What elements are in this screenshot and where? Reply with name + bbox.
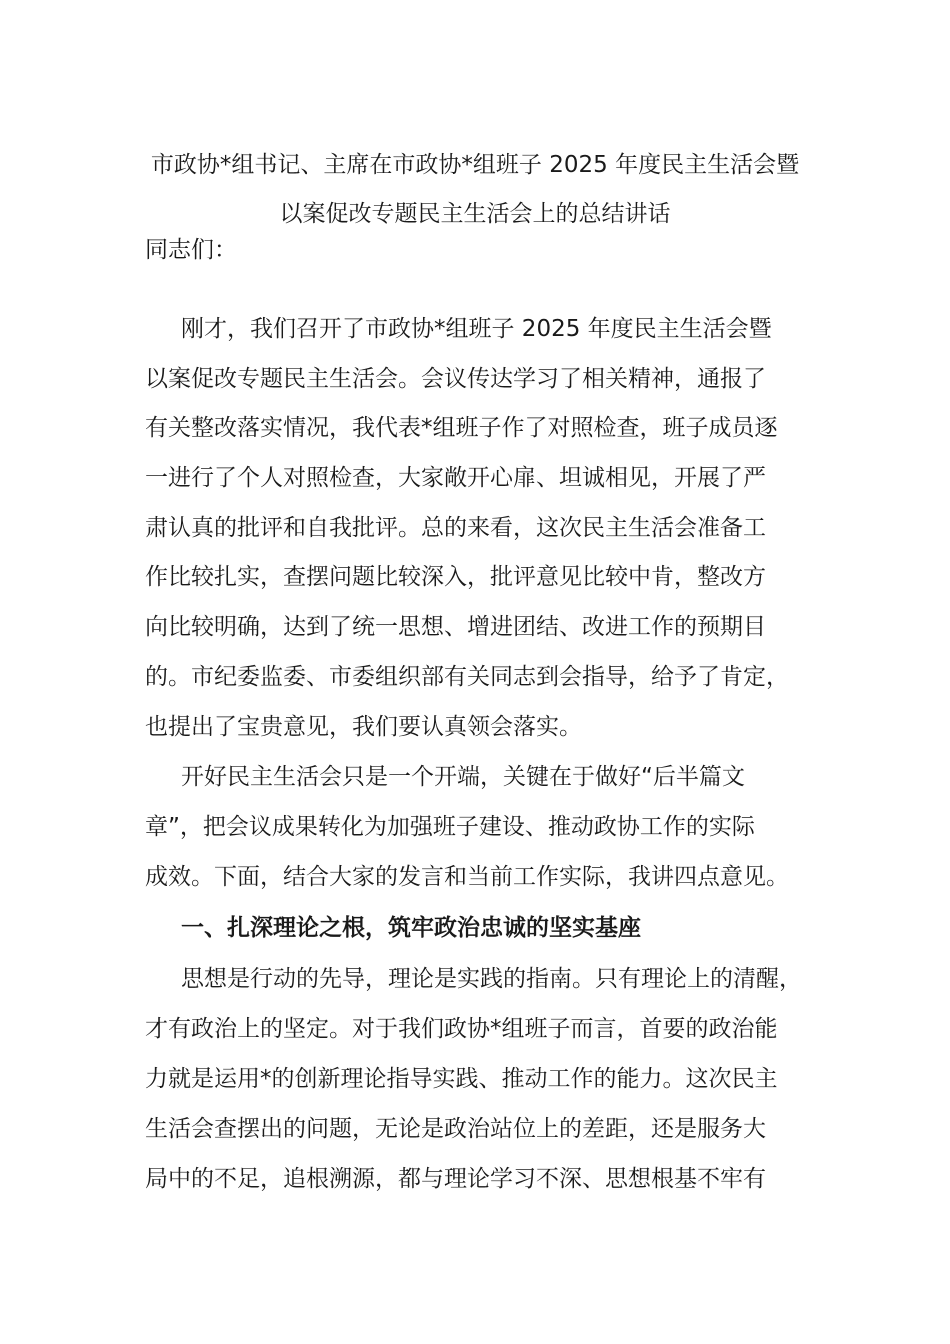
paragraph-3-line-3: 力就是运用*的创新理论指导实践、推动工作的能力。这次民主 [145,1066,778,1092]
section-heading-1: 一、扎深理论之根，筑牢政治忠诚的坚实基座 [181,915,641,941]
document-title-line-2: 以案促改专题民主生活会上的总结讲话 [279,201,671,227]
paragraph-1-line-6: 作比较扎实，查摆问题比较深入，批评意见比较中肯，整改方 [145,564,766,590]
salutation: 同志们： [145,237,237,263]
paragraph-1-line-8: 的。市纪委监委、市委组织部有关同志到会指导，给予了肯定， [145,664,789,690]
paragraph-3-line-5: 局中的不足，追根溯源，都与理论学习不深、思想根基不牢有 [145,1166,766,1192]
paragraph-2-line-2: 章”，把会议成果转化为加强班子建设、推动政协工作的实际 [145,814,755,840]
paragraph-1-line-1: 刚才，我们召开了市政协*组班子 2025 年度民主生活会暨 [181,316,772,342]
paragraph-1-line-5: 肃认真的批评和自我批评。总的来看，这次民主生活会准备工 [145,515,766,541]
paragraph-1-line-4: 一进行了个人对照检查，大家敞开心扉、坦诚相见，开展了严 [145,465,766,491]
paragraph-3-line-2: 才有政治上的坚定。对于我们政协*组班子而言，首要的政治能 [145,1016,778,1042]
paragraph-1-line-3: 有关整改落实情况，我代表*组班子作了对照检查，班子成员逐 [145,415,778,441]
paragraph-2-line-3: 成效。下面，结合大家的发言和当前工作实际，我讲四点意见。 [145,864,789,890]
document-title-line-1: 市政协*组书记、主席在市政协*组班子 2025 年度民主生活会暨 [150,152,800,178]
paragraph-3-line-1: 思想是行动的先导，理论是实践的指南。只有理论上的清醒， [181,966,802,992]
paragraph-1-line-9: 也提出了宝贵意见，我们要认真领会落实。 [145,714,582,740]
paragraph-1-line-7: 向比较明确，达到了统一思想、增进团结、改进工作的预期目 [145,614,766,640]
paragraph-2-line-1: 开好民主生活会只是一个开端，关键在于做好“后半篇文 [181,764,745,790]
paragraph-3-line-4: 生活会查摆出的问题，无论是政治站位上的差距，还是服务大 [145,1116,766,1142]
paragraph-1-line-2: 以案促改专题民主生活会。会议传达学习了相关精神，通报了 [145,366,766,392]
